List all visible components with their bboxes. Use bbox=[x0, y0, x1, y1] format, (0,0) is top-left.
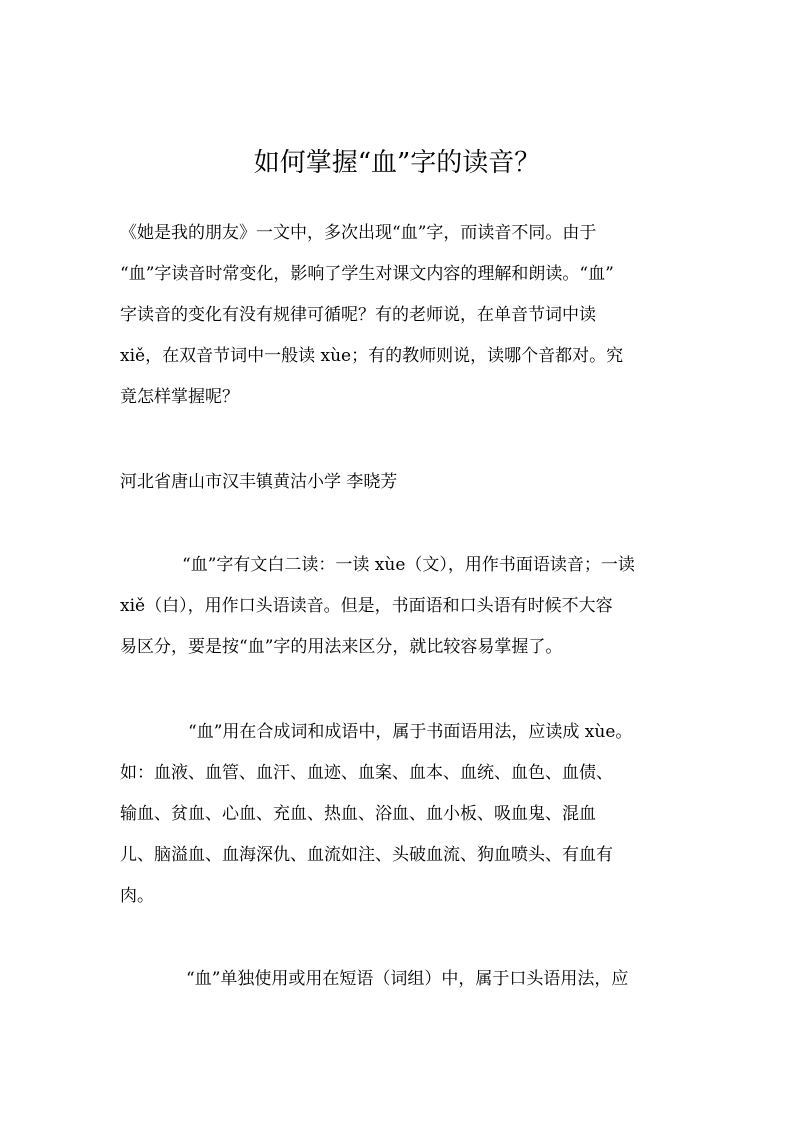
paragraph-line: xiě（白），用作口头语读音。但是，书面语和口头语有时候不大容 bbox=[120, 596, 613, 616]
intro-line: 字读音的变化有没有规律可循呢？有的老师说，在单音节词中读 bbox=[120, 305, 596, 325]
page-title: 如何掌握“血”字的读音？ bbox=[253, 148, 541, 178]
paragraph-line: 肉。 bbox=[120, 886, 154, 906]
paragraph-line: “血”用在合成词和成语中，属于书面语用法，应读成 xùe。 bbox=[188, 722, 633, 742]
paragraph-line: 如：血液、血管、血汗、血迹、血案、血本、血统、血色、血债、 bbox=[120, 763, 613, 783]
paragraph-line: 易区分，要是按“血”字的用法来区分，就比较容易掌握了。 bbox=[120, 637, 563, 657]
paragraph-line: “血”单独使用或用在短语（词组）中，属于口头语用法，应 bbox=[186, 969, 629, 989]
intro-line: xiě，在双音节词中一般读 xùe；有的教师则说，读哪个音都对。究 bbox=[120, 346, 624, 366]
author-line: 河北省唐山市汉丰镇黄沽小学 李晓芳 bbox=[120, 472, 398, 492]
paragraph-line: “血”字有文白二读：一读 xùe（文），用作书面语读音；一读 bbox=[182, 555, 635, 575]
intro-line: 《她是我的朋友》一文中，多次出现“血”字，而读音不同。由于 bbox=[120, 223, 597, 243]
intro-line: “血”字读音时常变化，影响了学生对课文内容的理解和朗读。“血” bbox=[120, 264, 614, 284]
paragraph-line: 输血、贫血、心血、充血、热血、浴血、血小板、吸血鬼、混血 bbox=[120, 804, 596, 824]
intro-line: 竟怎样掌握呢？ bbox=[120, 387, 239, 407]
paragraph-line: 儿、脑溢血、血海深仇、血流如注、头破血流、狗血喷头、有血有 bbox=[120, 845, 613, 865]
